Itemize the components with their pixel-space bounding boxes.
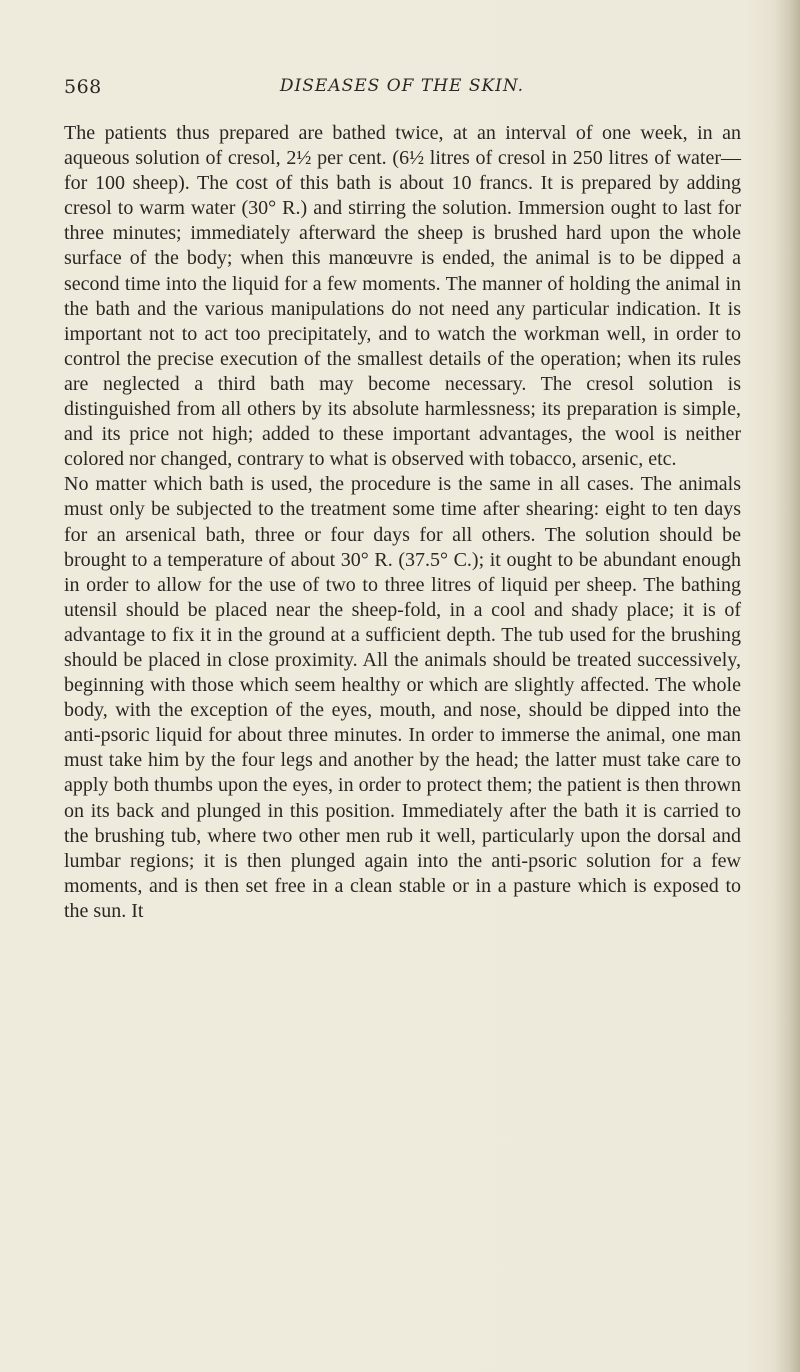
paragraph-2: No matter which bath is used, the procedure is the same in all cases. The animals must only be subjected to the treatment some time after shearing: eight to ten days for an arsenical bath, three or four days for all others. The solution should be brought to a temperature of about 30° R. (37.5° C.); it ought to be abundant enough in order to allow for the use of two to three litres of liquid per sheep. The bathing utensil should be placed near the sheep-fold, in a cool and shady place; it is of advantage to fix it in the ground at a sufficient depth. The tub used for the brushing should be placed in close proximity. All the animals should be treated successively, beginning with those which seem healthy or which are slightly affected. The whole body, with the exception of the eyes, mouth, and nose, should be dipped into the anti-psoric liquid for about three minutes. In order to immerse the animal, one man must take him by the four legs and another by the head; the latter must take care to apply both thumbs upon the eyes, in order to protect them; the patient is then thrown on its back and plunged in this position. Immediately after the bath it is carried to the brushing tub, where two other men rub it well, particularly upon the dorsal and lumbar regions; it is then plunged again into the anti-psoric solution for a few moments, and is then set free in a clean stable or in a pasture which is exposed to the sun. It <box>64 473 741 922</box>
body-text <box>64 121 741 924</box>
running-head <box>64 76 740 104</box>
page-number: 568 <box>64 76 102 98</box>
page-edge-shadow <box>772 0 800 1372</box>
running-title: DISEASES OF THE SKIN. <box>279 76 525 96</box>
paragraph-1: The patients thus prepared are bathed twice, at an interval of one week, in an aqueous solution of cresol, 2½ per cent. (6½ litres of cresol in 250 litres of water—for 100 sheep). The cost of this bath is about 10 francs. It is prepared by adding cresol to warm water (30° R.) and stirring the solution. Immersion ought to last for three minutes; immediately afterward the sheep is brushed hard upon the whole surface of the body; when this manœuvre is ended, the animal is to be dipped a second time into the liquid for a few moments. The manner of holding the animal in the bath and the various manipulations do not need any particular indication. It is important not to act too precipitately, and to watch the workman well, in order to control the precise execution of the smallest details of the operation; when its rules are neglected a third bath may become necessary. The cresol solution is distinguished from all others by its absolute harmlessness; its preparation is simple, and its price not high; added to these important advantages, the wool is neither colored nor changed, contrary to what is observed with tobacco, arsenic, etc. <box>64 122 741 471</box>
